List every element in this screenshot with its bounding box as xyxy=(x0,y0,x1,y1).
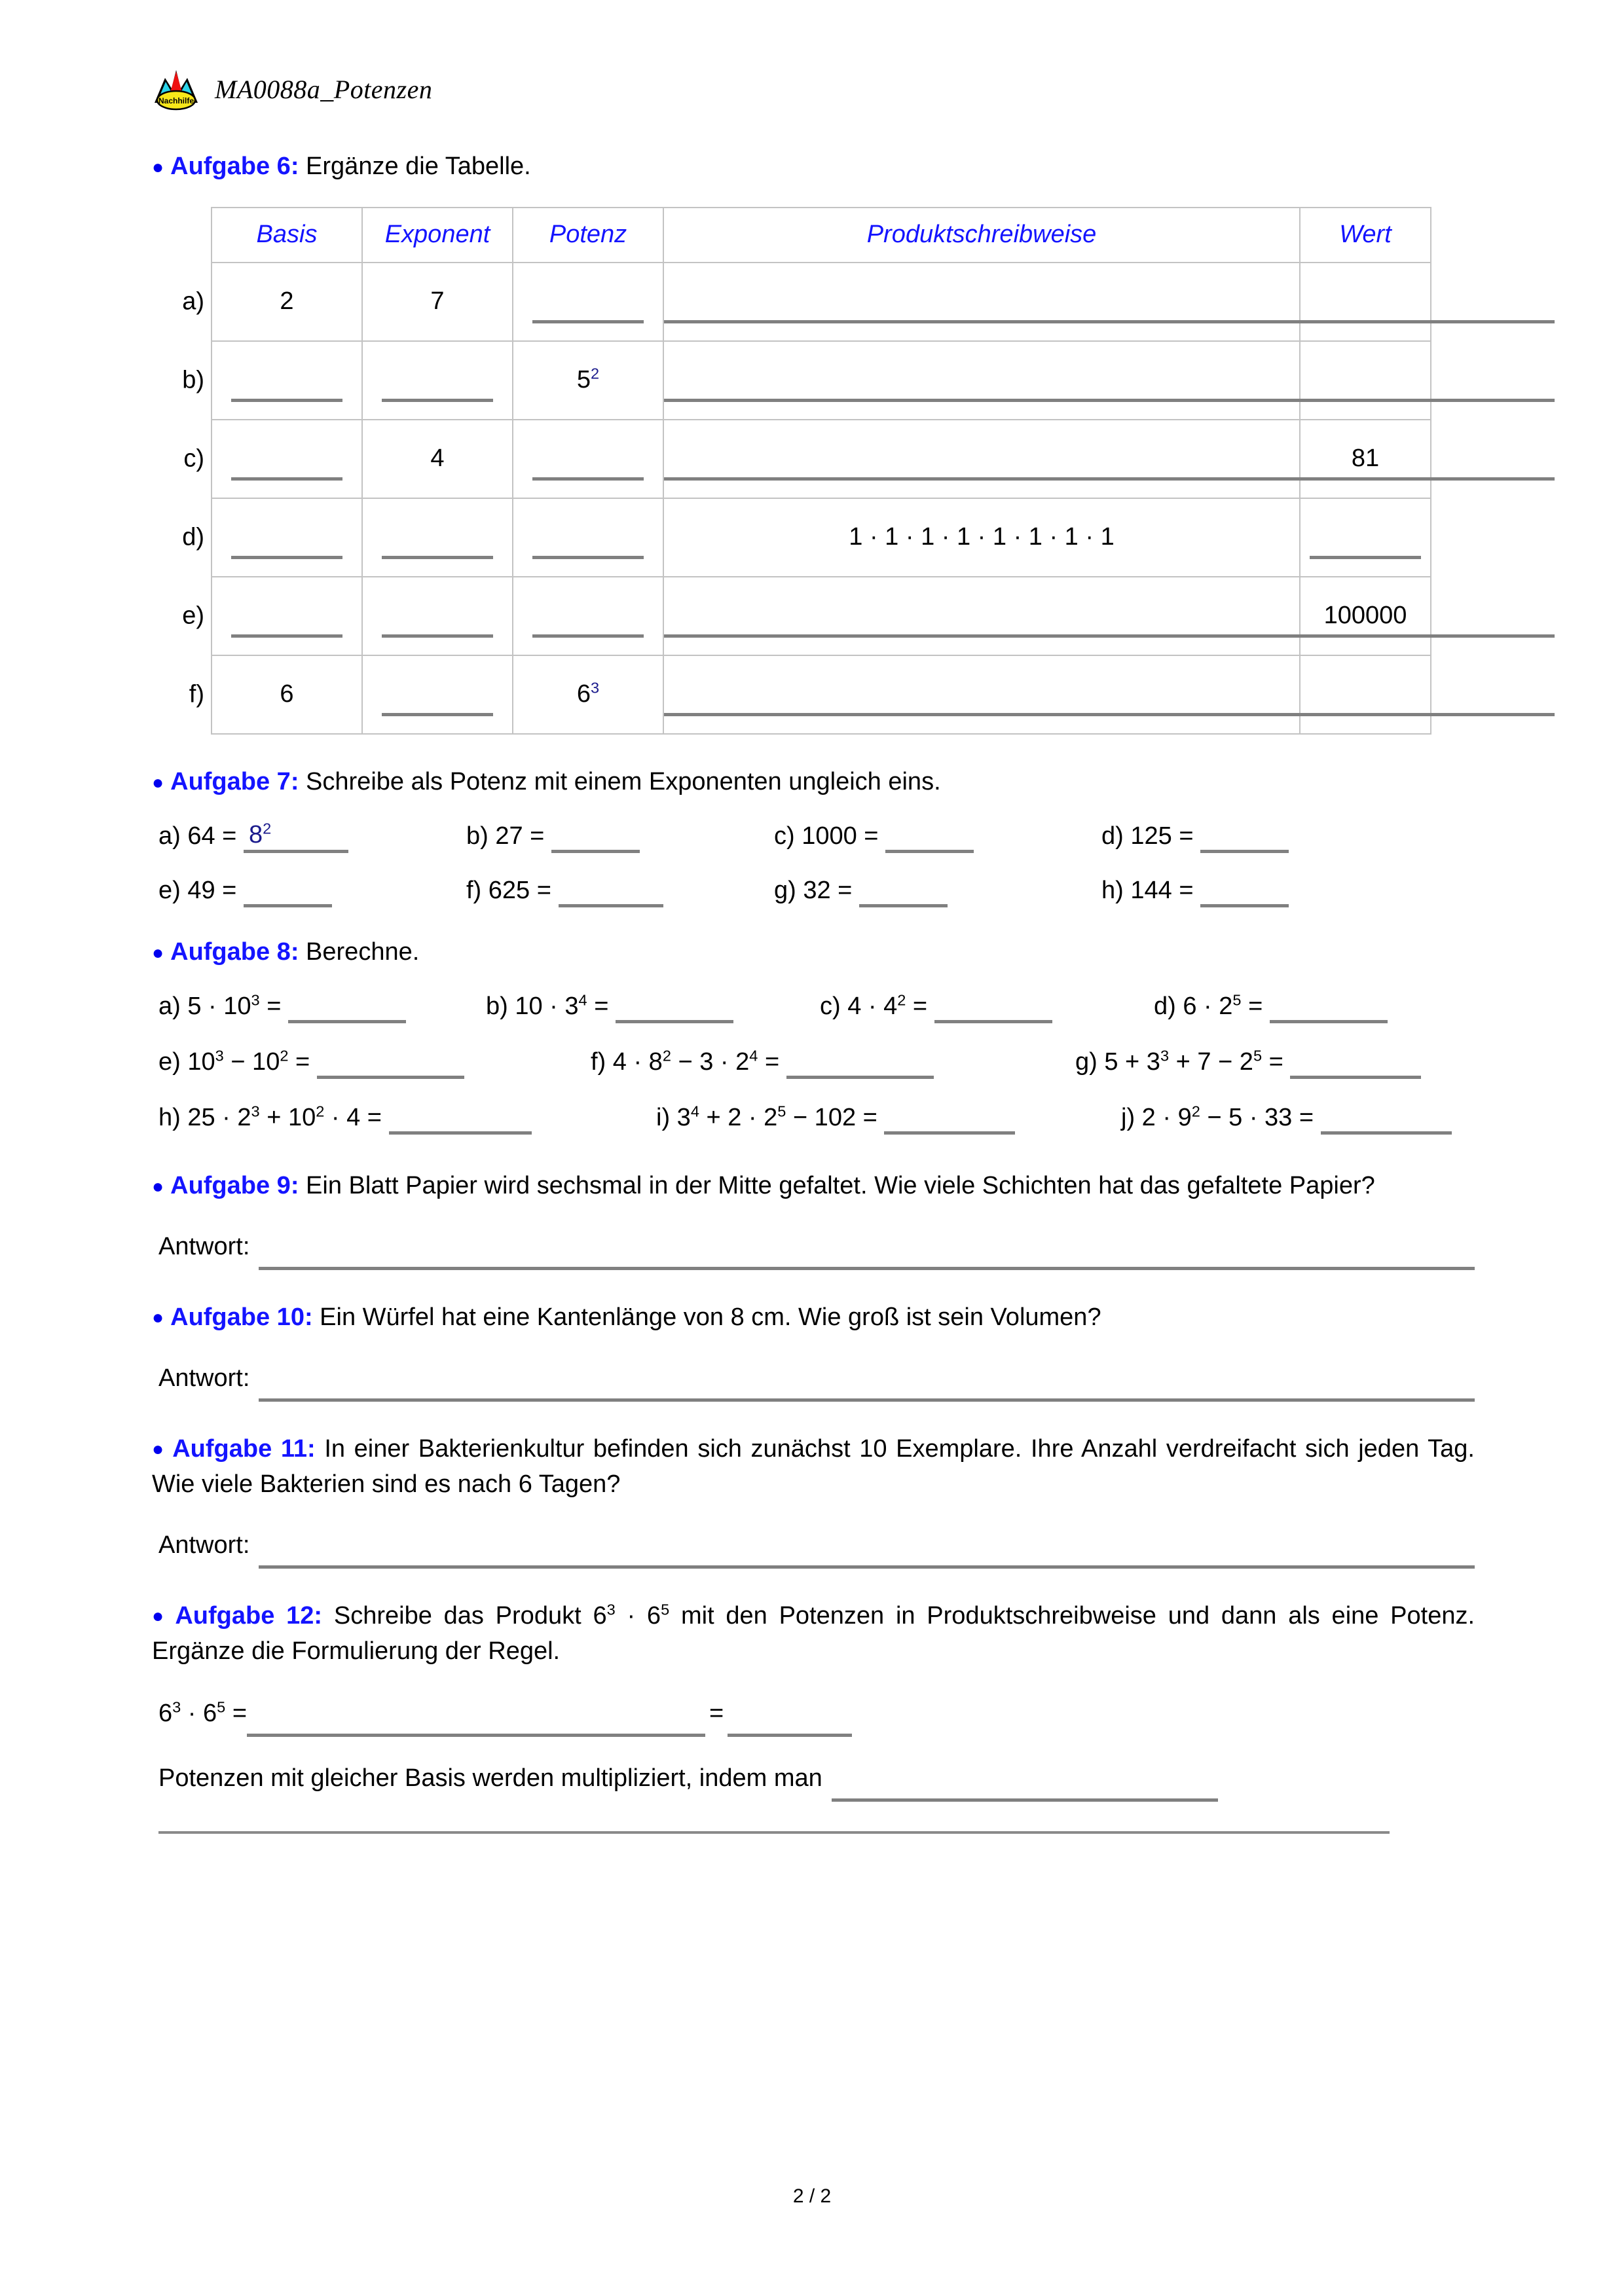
task-6-text: Ergänze die Tabelle. xyxy=(306,153,531,180)
answer-line-product[interactable] xyxy=(247,1734,705,1737)
exercise-item[interactable] xyxy=(774,877,1101,905)
cell-potenz[interactable] xyxy=(513,498,663,577)
exercise-item[interactable] xyxy=(158,1104,656,1132)
task-11-answer xyxy=(158,1531,1475,1559)
item-label: c) xyxy=(820,992,841,1020)
task-10 xyxy=(152,1300,1475,1393)
blank-line[interactable] xyxy=(382,555,493,559)
cell-value: $5^2$ xyxy=(576,365,600,394)
item-expression: $4 \cdot 8^2 - 3 \cdot 2^4$ = xyxy=(612,1047,780,1076)
item-label: i) xyxy=(656,1103,671,1131)
bullet-icon: ● xyxy=(152,941,164,964)
exercise-item[interactable] xyxy=(774,822,1101,850)
item-expression: $25 \cdot 2^3 + 10^2 \cdot 4$ = xyxy=(187,1102,382,1131)
answer-line-power[interactable] xyxy=(728,1734,852,1737)
blank-line[interactable] xyxy=(231,634,342,638)
column-header-basis: Basis xyxy=(212,208,362,263)
item-expression: 144 = xyxy=(1130,876,1194,904)
item-label: h) xyxy=(158,1103,181,1131)
task-9 xyxy=(152,1169,1475,1261)
table-row xyxy=(212,498,1431,577)
cell-basis[interactable] xyxy=(182,577,362,655)
blank-line[interactable] xyxy=(231,398,342,402)
cell-basis[interactable] xyxy=(182,341,362,420)
blank-line[interactable] xyxy=(532,319,644,323)
item-label: g) xyxy=(774,876,796,904)
task-8-label: Aufgabe 8: xyxy=(170,938,299,966)
cell-exponent[interactable] xyxy=(362,263,513,341)
blank-line[interactable] xyxy=(382,398,493,402)
table-row xyxy=(212,341,1431,420)
cell-value: 100000 xyxy=(1323,602,1407,630)
task-7-text: Schreibe als Potenz mit einem Exponenten ungleich eins. xyxy=(306,767,941,795)
answer-line[interactable] xyxy=(786,1076,934,1079)
task-6-heading xyxy=(152,149,1475,185)
cell-wert[interactable] xyxy=(1300,655,1431,734)
item-label: b) xyxy=(466,822,489,850)
cell-value: 81 xyxy=(1351,445,1380,473)
answer-value: $8^2$ xyxy=(248,820,272,848)
cell-exponent[interactable] xyxy=(362,655,513,734)
exercise-item[interactable] xyxy=(466,877,774,905)
task-11 xyxy=(152,1432,1475,1559)
task-9-answer xyxy=(158,1233,1475,1261)
svg-text:Nachhilfe: Nachhilfe xyxy=(158,96,194,105)
task-11-label: Aufgabe 11: xyxy=(172,1434,316,1463)
row-label: c) xyxy=(183,445,204,473)
task-12-equation xyxy=(158,1700,1475,1728)
cell-wert[interactable] xyxy=(1300,498,1431,577)
item-expression: $10^3 - 10^2$ = xyxy=(187,1047,310,1076)
row-label: a) xyxy=(182,287,204,316)
task-9-text: Ein Blatt Papier wird sechsmal in der Mitte gefaltet. Wie viele Schichten hat das gefaltete Papier? xyxy=(306,1171,1375,1199)
answer-line[interactable] xyxy=(1200,904,1289,907)
exercise-item[interactable] xyxy=(1101,822,1289,850)
task-6 xyxy=(152,149,1475,735)
exercise-item[interactable] xyxy=(591,1048,1075,1076)
cell-value: 2 xyxy=(280,287,294,316)
exercise-item[interactable] xyxy=(158,993,486,1021)
task-7-heading xyxy=(152,765,1475,800)
document-title: MA0088a_Potenzen xyxy=(215,74,433,104)
answer-line[interactable] xyxy=(244,820,348,853)
page-header xyxy=(152,0,1475,115)
cell-exponent[interactable] xyxy=(362,420,513,498)
blank-line[interactable] xyxy=(231,477,342,481)
answer-line[interactable] xyxy=(934,1020,1052,1023)
cell-potenz[interactable] xyxy=(513,420,663,498)
cell-value: $6^3$ xyxy=(576,679,600,708)
task-8-heading xyxy=(152,935,1475,970)
blank-line[interactable] xyxy=(231,555,342,559)
exercise-item[interactable] xyxy=(158,1048,591,1076)
nachhilfe-logo-icon xyxy=(152,66,200,112)
answer-line[interactable] xyxy=(859,904,948,907)
table-row xyxy=(212,263,1431,341)
table-row xyxy=(212,420,1431,498)
task-12-label: Aufgabe 12: xyxy=(175,1601,323,1630)
row-label: d) xyxy=(182,523,204,551)
bullet-icon: ● xyxy=(152,1438,166,1461)
item-label: e) xyxy=(158,876,181,904)
bullet-icon: ● xyxy=(152,1605,169,1628)
cell-produkt[interactable] xyxy=(663,420,1300,498)
item-label: a) xyxy=(158,992,181,1020)
bullet-icon: ● xyxy=(152,771,164,793)
answer-line[interactable] xyxy=(616,1020,733,1023)
blank-line[interactable] xyxy=(382,634,493,638)
task-8 xyxy=(152,935,1475,1132)
page-content xyxy=(152,0,1475,1834)
item-label: b) xyxy=(486,992,508,1020)
task-12-text-part1: Schreibe das Produkt xyxy=(333,1601,581,1630)
blank-line[interactable] xyxy=(1310,555,1421,559)
cell-wert[interactable] xyxy=(1300,341,1431,420)
bullet-icon: ● xyxy=(152,1307,164,1329)
column-header-exponent: Exponent xyxy=(362,208,513,263)
column-header-produktschreibweise: Produktschreibweise xyxy=(663,208,1300,263)
row-label: f) xyxy=(189,680,204,708)
cell-wert[interactable] xyxy=(1300,420,1431,498)
cell-value: 6 xyxy=(280,680,294,708)
cell-basis[interactable] xyxy=(183,420,362,498)
item-expression: 27 = xyxy=(495,822,545,850)
item-expression: $10 \cdot 3^4$ = xyxy=(515,991,609,1020)
blank-line[interactable] xyxy=(1310,398,1421,402)
cell-produkt[interactable] xyxy=(663,655,1300,734)
task-8-text: Berechne. xyxy=(306,938,420,966)
blank-line[interactable] xyxy=(1310,712,1421,716)
cell-value: 7 xyxy=(430,287,445,316)
task-12-heading xyxy=(152,1599,1475,1669)
answer-line[interactable] xyxy=(885,850,974,853)
task-7-row-1 xyxy=(158,822,1475,850)
task-9-label: Aufgabe 9: xyxy=(170,1171,299,1199)
task-6-label: Aufgabe 6: xyxy=(170,153,299,180)
item-expression: $4 \cdot 4^2$ = xyxy=(847,991,928,1020)
cell-basis[interactable] xyxy=(182,263,362,341)
answer-line[interactable] xyxy=(259,1267,1475,1270)
answer-label: Antwort: xyxy=(158,1364,250,1392)
table-row xyxy=(212,655,1431,734)
task-10-label: Aufgabe 10: xyxy=(170,1303,313,1331)
answer-line[interactable] xyxy=(244,904,332,907)
bullet-icon: ● xyxy=(152,1175,164,1197)
exercise-item[interactable] xyxy=(1101,877,1289,905)
item-label: j) xyxy=(1121,1103,1135,1131)
page-number: 2 / 2 xyxy=(792,2185,832,2207)
answer-line[interactable] xyxy=(259,1398,1475,1402)
potenz-table xyxy=(182,207,1431,735)
item-label: e) xyxy=(158,1048,181,1076)
answer-label: Antwort: xyxy=(158,1531,250,1559)
bullet-icon: ● xyxy=(152,156,164,178)
exercise-item[interactable] xyxy=(466,822,774,850)
equation-left: $6^3 \cdot 6^5$ = xyxy=(158,1698,248,1727)
equation-equals: = xyxy=(709,1699,724,1727)
exercise-item[interactable] xyxy=(820,993,1154,1021)
cell-potenz[interactable] xyxy=(513,577,663,655)
item-expression: 32 = xyxy=(803,876,853,904)
item-label: d) xyxy=(1154,992,1176,1020)
task-8-row-2 xyxy=(158,1048,1475,1076)
blank-line[interactable] xyxy=(532,555,644,559)
row-label: b) xyxy=(182,366,204,394)
exercise-item[interactable] xyxy=(158,822,466,850)
column-header-wert: Wert xyxy=(1300,208,1431,263)
task-8-row-1 xyxy=(158,993,1475,1021)
task-11-text: In einer Bakterienkultur befinden sich zunächst 10 Exemplare. Ihre Anzahl verdreifacht sich jeden Tag. Wie viele Bakterien sind es nach 6 Tagen? xyxy=(152,1434,1475,1498)
cell-produkt[interactable] xyxy=(663,577,1300,655)
item-expression: $3^4 + 2 \cdot 2^5 - 102$ = xyxy=(676,1102,877,1131)
exercise-item[interactable] xyxy=(486,993,820,1021)
table-header-row xyxy=(212,208,1431,263)
task-12 xyxy=(152,1599,1475,1834)
item-expression: $5 \cdot 10^3$ = xyxy=(187,991,282,1020)
blank-line[interactable] xyxy=(1310,319,1421,323)
answer-line[interactable] xyxy=(317,1076,464,1079)
cell-wert[interactable] xyxy=(1300,577,1431,655)
task-12-rule xyxy=(158,1764,1475,1793)
answer-line-rule[interactable] xyxy=(832,1798,1218,1802)
page-footer xyxy=(0,2185,1624,2208)
answer-line[interactable] xyxy=(1290,1076,1421,1079)
cell-potenz[interactable] xyxy=(513,263,663,341)
exercise-item[interactable] xyxy=(1075,1048,1421,1076)
task-7-label: Aufgabe 7: xyxy=(170,767,299,795)
task-10-answer xyxy=(158,1364,1475,1393)
answer-line[interactable] xyxy=(259,1565,1475,1569)
item-expression: 49 = xyxy=(187,876,237,904)
answer-line[interactable] xyxy=(1270,1020,1388,1023)
item-label: f) xyxy=(591,1048,606,1076)
answer-line[interactable] xyxy=(1200,850,1289,853)
item-expression: $6 \cdot 2^5$ = xyxy=(1183,991,1263,1020)
exercise-item[interactable] xyxy=(1154,993,1388,1021)
task-12-product: $6^3 \cdot 6^5$ xyxy=(593,1601,670,1630)
answer-line[interactable] xyxy=(389,1131,532,1135)
item-expression: 125 = xyxy=(1130,822,1194,850)
item-label: d) xyxy=(1101,822,1124,850)
cell-exponent[interactable] xyxy=(362,498,513,577)
cell-value: 1 · 1 · 1 · 1 · 1 · 1 · 1 · 1 xyxy=(849,523,1115,551)
cell-exponent[interactable] xyxy=(362,341,513,420)
answer-label: Antwort: xyxy=(158,1232,250,1260)
task-7-row-2 xyxy=(158,877,1475,905)
cell-basis[interactable] xyxy=(182,498,362,577)
item-label: a) xyxy=(158,822,181,850)
answer-line[interactable] xyxy=(551,850,640,853)
row-label: e) xyxy=(182,602,204,630)
item-expression: 64 = xyxy=(187,822,237,850)
task-10-heading xyxy=(152,1300,1475,1336)
blank-line[interactable] xyxy=(382,712,493,716)
item-expression: $5 + 3^3 + 7 - 2^5$ = xyxy=(1104,1047,1283,1076)
item-expression: 1000 = xyxy=(802,822,879,850)
exercise-item[interactable] xyxy=(158,877,466,905)
task-8-row-3 xyxy=(158,1104,1475,1132)
item-label: g) xyxy=(1075,1048,1098,1076)
task-9-heading xyxy=(152,1169,1475,1204)
answer-line[interactable] xyxy=(884,1131,1015,1135)
cell-basis[interactable] xyxy=(189,655,362,734)
answer-line-rule-continued[interactable] xyxy=(158,1831,1390,1834)
cell-wert[interactable] xyxy=(1300,263,1431,341)
item-label: c) xyxy=(774,822,795,850)
cell-produkt[interactable] xyxy=(663,341,1300,420)
cell-produkt[interactable] xyxy=(663,263,1300,341)
cell-potenz[interactable] xyxy=(513,341,663,420)
item-expression: $2 \cdot 9^2 - 5 \cdot 33$ = xyxy=(1141,1102,1314,1131)
rule-text: Potenzen mit gleicher Basis werden multipliziert, indem man xyxy=(158,1764,822,1792)
cell-produkt[interactable] xyxy=(663,498,1300,577)
exercise-item[interactable] xyxy=(656,1104,1121,1132)
table-row xyxy=(212,577,1431,655)
task-11-heading xyxy=(152,1432,1475,1503)
blank-line[interactable] xyxy=(532,634,644,638)
item-expression: 625 = xyxy=(488,876,551,904)
item-label: h) xyxy=(1101,876,1124,904)
item-label: f) xyxy=(466,876,482,904)
exercise-item[interactable] xyxy=(1121,1104,1452,1132)
answer-line[interactable] xyxy=(288,1020,406,1023)
cell-potenz[interactable] xyxy=(513,655,663,734)
blank-line[interactable] xyxy=(532,477,644,481)
answer-line[interactable] xyxy=(1321,1131,1452,1135)
cell-exponent[interactable] xyxy=(362,577,513,655)
task-7 xyxy=(152,765,1475,905)
column-header-potenz: Potenz xyxy=(513,208,663,263)
answer-line[interactable] xyxy=(559,904,663,907)
task-10-text: Ein Würfel hat eine Kantenlänge von 8 cm. Wie groß ist sein Volumen? xyxy=(320,1303,1101,1331)
cell-value: 4 xyxy=(430,445,445,473)
task-12-text-part2: mit den Potenzen in Produktschreibweise und dann als eine Potenz. Ergänze die Formulierung der Regel. xyxy=(152,1601,1475,1665)
